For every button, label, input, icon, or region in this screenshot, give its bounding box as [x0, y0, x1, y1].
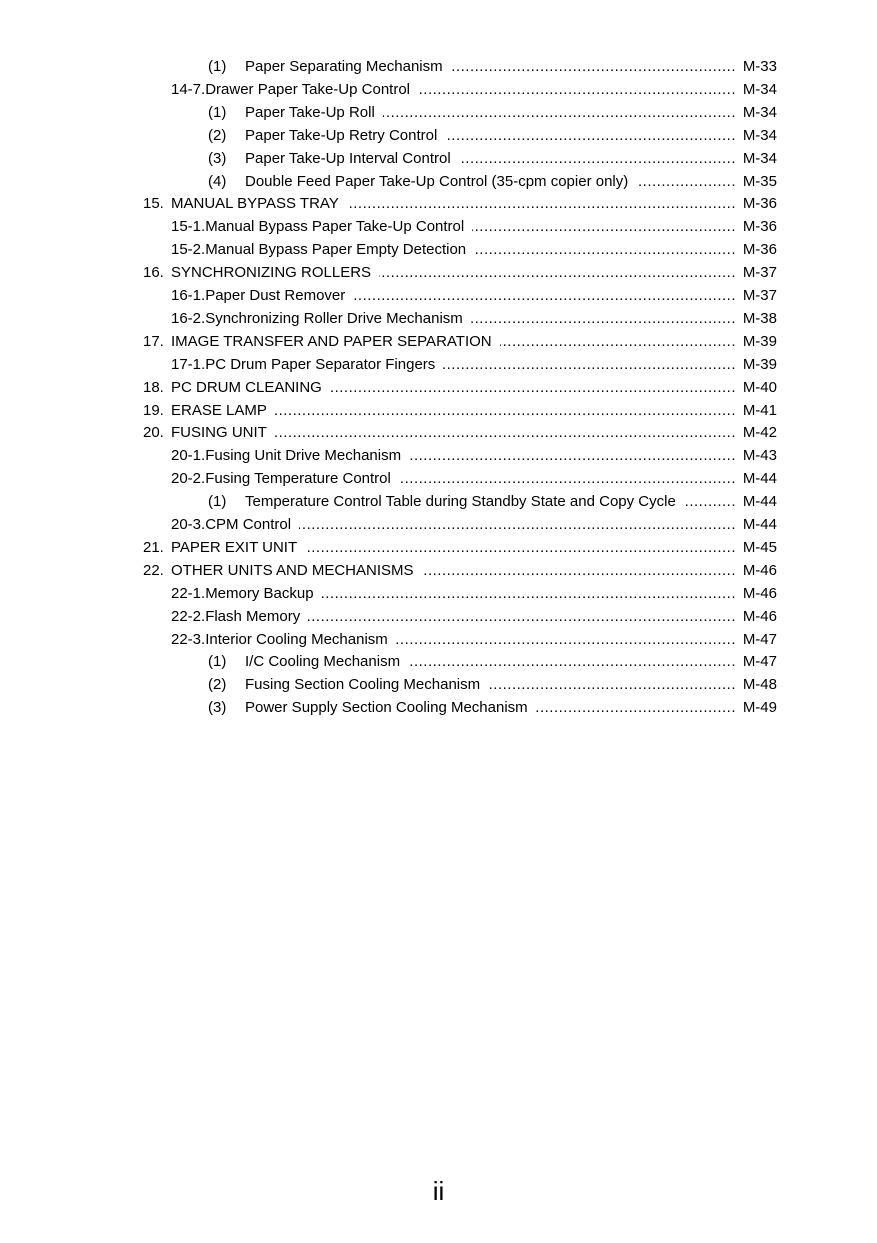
dot-leader: [409, 445, 736, 467]
toc-entry[interactable]: [208, 125, 777, 147]
toc-entry-page: M-47: [742, 631, 777, 648]
toc-entry[interactable]: [208, 674, 777, 696]
toc-entry-title: Paper Take-Up Roll: [245, 104, 375, 121]
dot-leader: [536, 697, 736, 719]
toc-entry[interactable]: [208, 56, 777, 78]
toc-entry-page: M-44: [742, 516, 777, 533]
toc-entry-title: 17-1.PC Drum Paper Separator Fingers: [171, 356, 436, 373]
toc-entry-title: Temperature Control Table during Standby State and Copy Cycle: [245, 493, 676, 510]
toc-entry-number: (1): [208, 104, 227, 121]
dot-leader: [472, 216, 736, 238]
toc-entry-page: M-33: [742, 58, 777, 75]
toc-entry-title: SYNCHRONIZING ROLLERS: [171, 264, 372, 281]
toc-entry-title: 20-2.Fusing Temperature Control: [171, 470, 391, 487]
dot-leader: [451, 56, 736, 78]
toc-entry-page: M-41: [742, 402, 777, 419]
dot-leader: [471, 308, 736, 330]
dot-leader: [408, 651, 736, 673]
toc-entry-number: 16.: [143, 264, 164, 281]
toc-entry-page: M-34: [742, 150, 777, 167]
dot-leader: [275, 400, 736, 422]
page-number: ii: [432, 1176, 445, 1206]
dot-leader: [636, 171, 736, 193]
dot-leader: [322, 583, 736, 605]
toc-entry-page: M-38: [742, 310, 777, 327]
toc-entry-page: M-44: [742, 470, 777, 487]
toc-entry-page: M-43: [742, 447, 777, 464]
toc-entry-page: M-34: [742, 104, 777, 121]
toc-entry-number: 17.: [143, 333, 164, 350]
toc-entry-title: 22-3.Interior Cooling Mechanism: [171, 631, 388, 648]
toc-entry[interactable]: [171, 285, 777, 307]
toc-entry[interactable]: [171, 629, 777, 651]
toc-entry-title: 15-2.Manual Bypass Paper Empty Detection: [171, 241, 467, 258]
dot-leader: [275, 422, 736, 444]
dot-leader: [347, 193, 736, 215]
toc-entry[interactable]: [171, 606, 777, 628]
toc-entry-page: M-35: [742, 173, 777, 190]
toc-entry-number: (1): [208, 493, 227, 510]
toc-entry-number: (2): [208, 127, 227, 144]
dot-leader: [353, 285, 736, 307]
toc-entry[interactable]: [171, 216, 777, 238]
toc-entry-number: 22.: [143, 562, 164, 579]
toc-entry[interactable]: [171, 445, 777, 467]
dot-leader: [399, 468, 736, 490]
toc-entry[interactable]: [171, 239, 777, 261]
toc-entry[interactable]: [208, 491, 777, 513]
toc-entry-title: FUSING UNIT: [171, 424, 267, 441]
toc-entry-page: M-37: [742, 264, 777, 281]
dot-leader: [488, 674, 736, 696]
toc-entry-title: 14-7.Drawer Paper Take-Up Control: [171, 81, 410, 98]
toc-entry-title: Paper Take-Up Retry Control: [245, 127, 438, 144]
toc-entry[interactable]: [208, 148, 777, 170]
dot-leader: [474, 239, 736, 261]
toc-entry-number: 18.: [143, 379, 164, 396]
toc-entry-title: Paper Separating Mechanism: [245, 58, 443, 75]
toc-entry-title: MANUAL BYPASS TRAY: [171, 195, 339, 212]
dot-leader: [396, 629, 736, 651]
toc-entry-page: M-34: [742, 81, 777, 98]
toc-entry[interactable]: [143, 537, 777, 559]
toc-entry-number: (1): [208, 58, 227, 75]
toc-entry-number: 15.: [143, 195, 164, 212]
toc-entry-title: 20-1.Fusing Unit Drive Mechanism: [171, 447, 402, 464]
toc-entry-title: I/C Cooling Mechanism: [245, 653, 401, 670]
toc-entry-title: 20-3.CPM Control: [171, 516, 292, 533]
toc-entry[interactable]: [143, 331, 777, 353]
toc-entry-page: M-36: [742, 241, 777, 258]
dot-leader: [418, 79, 736, 101]
toc-entry-page: M-46: [742, 585, 777, 602]
toc-entry-title: 16-1.Paper Dust Remover: [171, 287, 346, 304]
toc-entry[interactable]: [171, 583, 777, 605]
toc-entry[interactable]: [208, 651, 777, 673]
toc-entry[interactable]: [171, 468, 777, 490]
dot-leader: [445, 125, 736, 147]
toc-entry[interactable]: [171, 354, 777, 376]
toc-entry-page: M-46: [742, 608, 777, 625]
toc-entry[interactable]: [143, 262, 777, 284]
toc-entry-number: (3): [208, 150, 227, 167]
dot-leader: [379, 262, 736, 284]
toc-entry-number: (4): [208, 173, 227, 190]
toc-entry-page: M-49: [742, 699, 777, 716]
toc-entry-page: M-42: [742, 424, 777, 441]
toc-entry-title: Power Supply Section Cooling Mechanism: [245, 699, 528, 716]
toc-entry-title: 16-2.Synchronizing Roller Drive Mechanism: [171, 310, 463, 327]
dot-leader: [459, 148, 736, 170]
dot-leader: [305, 537, 736, 559]
toc-entry-page: M-44: [742, 493, 777, 510]
toc-entry[interactable]: [208, 697, 777, 719]
dot-leader: [308, 606, 736, 628]
dot-leader: [422, 560, 736, 582]
toc-entry[interactable]: [208, 102, 777, 124]
toc-entry-title: PAPER EXIT UNIT: [171, 539, 298, 556]
toc-entry[interactable]: [143, 193, 777, 215]
toc-entry-number: (3): [208, 699, 227, 716]
toc-entry-number: 21.: [143, 539, 164, 556]
toc-entry-title: Fusing Section Cooling Mechanism: [245, 676, 481, 693]
toc-entry-number: (1): [208, 653, 227, 670]
toc-entry[interactable]: [171, 79, 777, 101]
toc-entry-page: M-46: [742, 562, 777, 579]
toc-entry-page: M-47: [742, 653, 777, 670]
toc-entry-title: 15-1.Manual Bypass Paper Take-Up Control: [171, 218, 465, 235]
toc-entry-title: ERASE LAMP: [171, 402, 267, 419]
toc-entry-page: M-39: [742, 356, 777, 373]
toc-entry-page: M-36: [742, 218, 777, 235]
toc-entry[interactable]: [143, 560, 777, 582]
toc-entry[interactable]: [171, 514, 777, 536]
toc-entry-title: PC DRUM CLEANING: [171, 379, 322, 396]
toc-entry-page: M-48: [742, 676, 777, 693]
toc-entry-number: (2): [208, 676, 227, 693]
toc-entry-title: Double Feed Paper Take-Up Control (35-cpm copier only): [245, 173, 629, 190]
toc-entry[interactable]: [143, 400, 777, 422]
toc-entry-title: 22-1.Memory Backup: [171, 585, 314, 602]
toc-entry-title: Paper Take-Up Interval Control: [245, 150, 451, 167]
toc-entry-number: 20.: [143, 424, 164, 441]
toc-entry-title: 22-2.Flash Memory: [171, 608, 301, 625]
dot-leader: [500, 331, 736, 353]
toc-entry[interactable]: [143, 377, 777, 399]
toc-entry-page: M-40: [742, 379, 777, 396]
toc-entry[interactable]: [208, 171, 777, 193]
toc-entry-page: M-34: [742, 127, 777, 144]
toc-entry[interactable]: [143, 422, 777, 444]
dot-leader: [330, 377, 736, 399]
dot-leader: [299, 514, 736, 536]
toc-entry[interactable]: [171, 308, 777, 330]
toc-entry-page: M-45: [742, 539, 777, 556]
dot-leader: [383, 102, 736, 124]
dot-leader: [684, 491, 736, 513]
toc-entry-title: IMAGE TRANSFER AND PAPER SEPARATION: [171, 333, 492, 350]
toc-entry-page: M-37: [742, 287, 777, 304]
toc-entry-page: M-36: [742, 195, 777, 212]
toc-entry-title: OTHER UNITS AND MECHANISMS: [171, 562, 414, 579]
toc-entry-number: 19.: [143, 402, 164, 419]
toc-entry-page: M-39: [742, 333, 777, 350]
dot-leader: [443, 354, 736, 376]
